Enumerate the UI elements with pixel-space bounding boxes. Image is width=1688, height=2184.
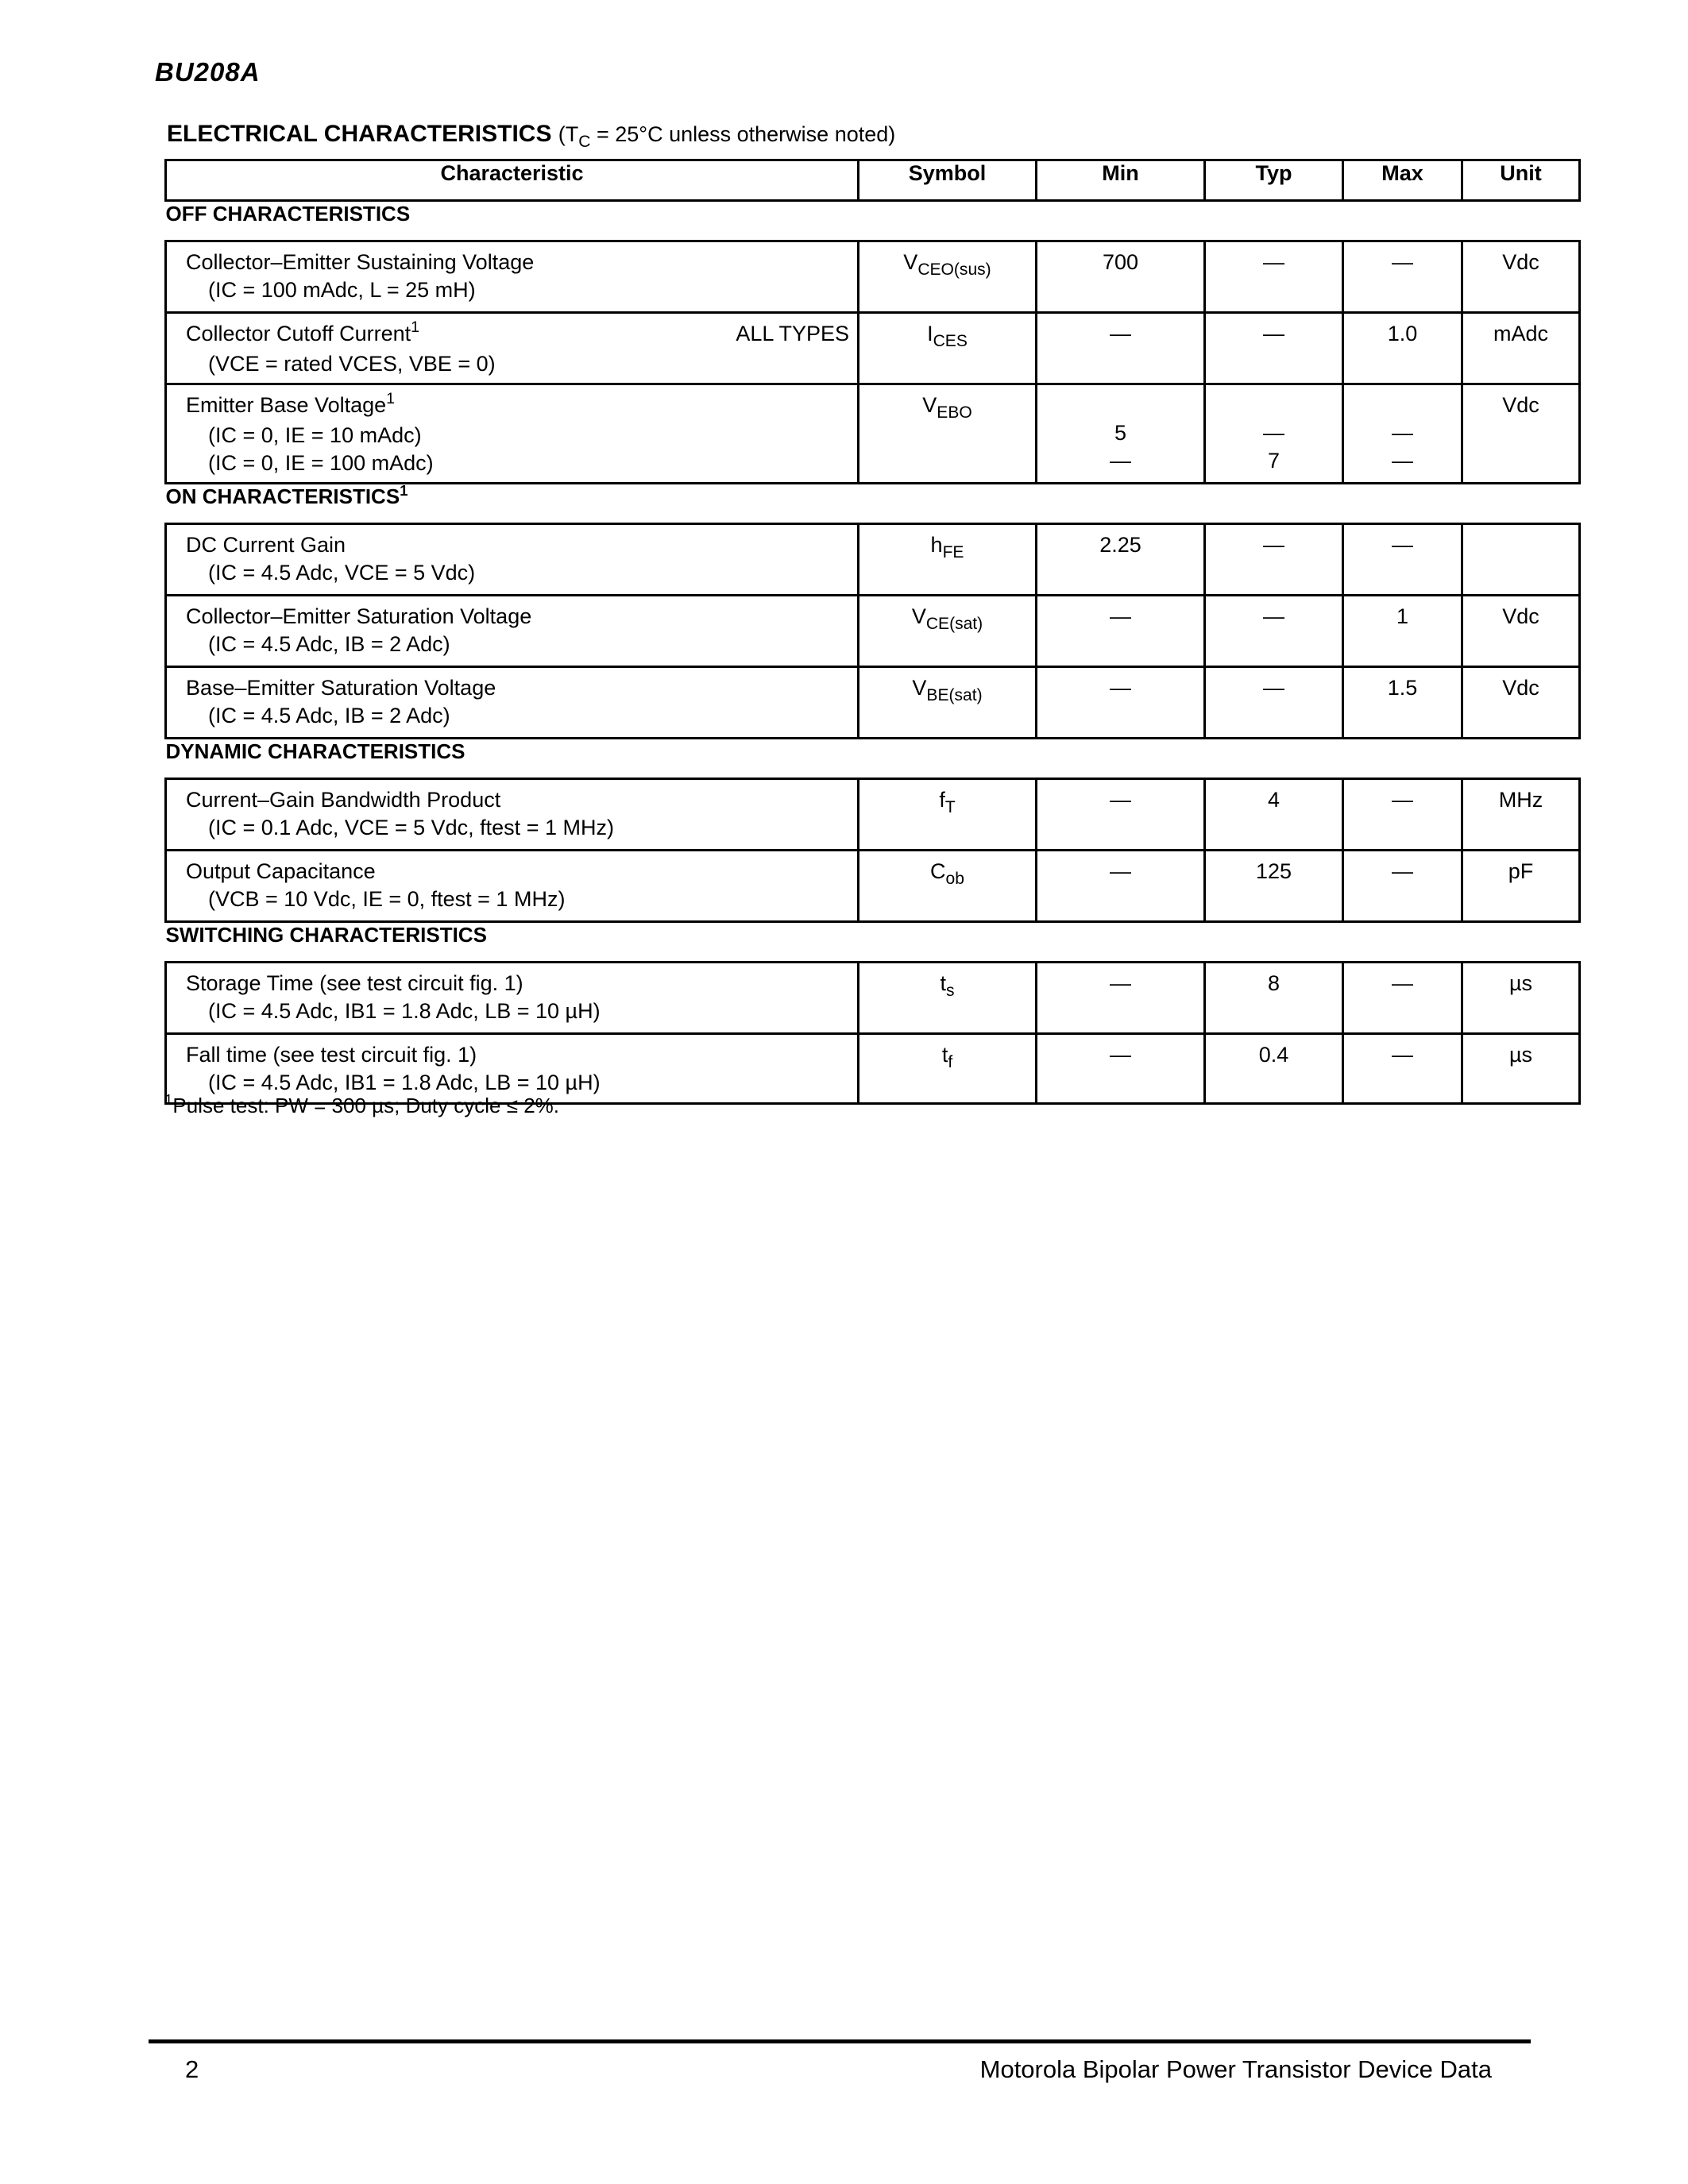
- section-switching: SWITCHING CHARACTERISTICS: [165, 923, 487, 947]
- row-symbol: $V_{BE(sat)}$: [859, 667, 1037, 739]
- table-row: [166, 524, 1580, 596]
- section-title: [167, 121, 896, 152]
- section-off: OFF CHARACTERISTICS: [165, 202, 411, 226]
- row-symbol: $C_{ob}$: [859, 851, 1037, 922]
- page-number: 2: [185, 2055, 199, 2083]
- row-condition: (IC = 4.5 Adc, IB = 2 Adc): [208, 632, 450, 656]
- row-unit: Vdc: [1462, 667, 1580, 739]
- row-min: —: [1037, 596, 1205, 667]
- row-max: —: [1343, 851, 1462, 922]
- title-label: ELECTRICAL CHARACTERISTICS: [167, 121, 552, 147]
- title-condition: ($T_C = 25^\circ C$ unless otherwise noted): [558, 122, 896, 152]
- row-unit: Vdc: [1462, 384, 1580, 484]
- col-typ: Typ: [1205, 160, 1343, 201]
- table-row: [166, 241, 1580, 313]
- row-symbol: $V_{EBO}$: [859, 384, 1037, 484]
- row-min: —: [1037, 1034, 1205, 1104]
- section-dynamic: DYNAMIC CHARACTERISTICS: [165, 739, 465, 763]
- row-condition: (IC = 4.5 Adc, IB = 2 Adc): [208, 704, 450, 727]
- row-typ: —: [1205, 313, 1343, 384]
- row-name: Base–Emitter Saturation Voltage: [186, 676, 496, 700]
- row-name: Collector–Emitter Sustaining Voltage: [186, 250, 535, 274]
- row-name: Emitter Base Voltage$^1$: [186, 390, 395, 417]
- row-name: Storage Time (see test circuit fig. 1): [186, 971, 523, 995]
- table-header-row: [166, 160, 1580, 201]
- table-row: [166, 384, 1580, 484]
- row-typ: —: [1205, 524, 1343, 596]
- table-row: [166, 779, 1580, 851]
- row-typ: —: [1205, 667, 1343, 739]
- footer-title: Motorola Bipolar Power Transistor Device Data: [979, 2055, 1492, 2083]
- row-condition: (IC = 4.5 Adc, IB1 = 1.8 Adc, LB = 10 µH): [208, 1071, 601, 1094]
- table-row: [166, 851, 1580, 922]
- row-condition: (IC = 4.5 Adc, VCE = 5 Vdc): [208, 561, 476, 585]
- footnote: $^1$Pulse test: PW = 300 µs; Duty cycle ≤ 2%.: [164, 1090, 560, 1117]
- row-typ: 0.4: [1205, 1034, 1343, 1104]
- row-min: —: [1037, 963, 1205, 1034]
- row-condition: (VCE = rated VCES, VBE = 0): [208, 352, 496, 376]
- row-typ: 4: [1205, 779, 1343, 851]
- row-min: —: [1037, 779, 1205, 851]
- electrical-characteristics-table: [164, 159, 1581, 1105]
- row-unit: µs: [1462, 1034, 1580, 1104]
- col-symbol: Symbol: [859, 160, 1037, 201]
- row-symbol: $V_{CE(sat)}$: [859, 596, 1037, 667]
- row-symbol: $V_{CEO(sus)}$: [859, 241, 1037, 313]
- part-number: BU208A: [155, 57, 261, 87]
- row-symbol: $t_f$: [859, 1034, 1037, 1104]
- col-characteristic: Characteristic: [166, 160, 859, 201]
- row-condition: (IC = 100 mAdc, L = 25 mH): [208, 278, 476, 302]
- row-symbol: $t_s$: [859, 963, 1037, 1034]
- section-on: ON CHARACTERISTICS$^1$: [165, 481, 408, 508]
- row-min: —: [1037, 313, 1205, 384]
- row-unit: Vdc: [1462, 596, 1580, 667]
- row-condition: (VCB = 10 Vdc, IE = 0, ftest = 1 MHz): [208, 887, 566, 911]
- row-name: Current–Gain Bandwidth Product: [186, 788, 501, 812]
- row-typ: —: [1205, 596, 1343, 667]
- row-max: 1.0: [1343, 313, 1462, 384]
- row-condition: (IC = 0, IE = 100 mAdc): [208, 451, 434, 475]
- row-min: 2.25: [1037, 524, 1205, 596]
- row-min: —: [1037, 667, 1205, 739]
- table-row: [166, 313, 1580, 384]
- row-unit: pF: [1462, 851, 1580, 922]
- row-condition: (IC = 0, IE = 10 mAdc): [208, 423, 422, 447]
- row-name: Collector Cutoff Current$^1$: [186, 318, 419, 345]
- row-name: Collector–Emitter Saturation Voltage: [186, 604, 532, 628]
- row-symbol: $I_{CES}$: [859, 313, 1037, 384]
- row-max: — —: [1343, 384, 1462, 484]
- row-unit: MHz: [1462, 779, 1580, 851]
- row-unit: µs: [1462, 963, 1580, 1034]
- row-note: ALL TYPES: [736, 322, 849, 345]
- row-min: 5 —: [1037, 384, 1205, 484]
- row-max: 1: [1343, 596, 1462, 667]
- row-max: —: [1343, 1034, 1462, 1104]
- row-min: —: [1037, 851, 1205, 922]
- row-symbol: $h_{FE}$: [859, 524, 1037, 596]
- row-unit: [1462, 524, 1580, 596]
- row-symbol: $f_T$: [859, 779, 1037, 851]
- table-row: [166, 596, 1580, 667]
- row-condition: (IC = 0.1 Adc, VCE = 5 Vdc, ftest = 1 MHz): [208, 816, 614, 839]
- row-max: —: [1343, 524, 1462, 596]
- row-max: 1.5: [1343, 667, 1462, 739]
- row-min: 700: [1037, 241, 1205, 313]
- row-typ: 125: [1205, 851, 1343, 922]
- table-row: [166, 667, 1580, 739]
- row-name: DC Current Gain: [186, 533, 346, 557]
- row-max: —: [1343, 241, 1462, 313]
- row-unit: mAdc: [1462, 313, 1580, 384]
- col-max: Max: [1343, 160, 1462, 201]
- row-typ: —: [1205, 241, 1343, 313]
- col-unit: Unit: [1462, 160, 1580, 201]
- row-name: Fall time (see test circuit fig. 1): [186, 1043, 477, 1067]
- row-typ: 8: [1205, 963, 1343, 1034]
- row-condition: (IC = 4.5 Adc, IB1 = 1.8 Adc, LB = 10 µH): [208, 999, 601, 1023]
- row-max: —: [1343, 779, 1462, 851]
- footer-rule: [149, 2039, 1531, 2043]
- row-unit: Vdc: [1462, 241, 1580, 313]
- table-row: [166, 963, 1580, 1034]
- row-typ: — 7: [1205, 384, 1343, 484]
- row-name: Output Capacitance: [186, 859, 376, 883]
- row-max: —: [1343, 963, 1462, 1034]
- col-min: Min: [1037, 160, 1205, 201]
